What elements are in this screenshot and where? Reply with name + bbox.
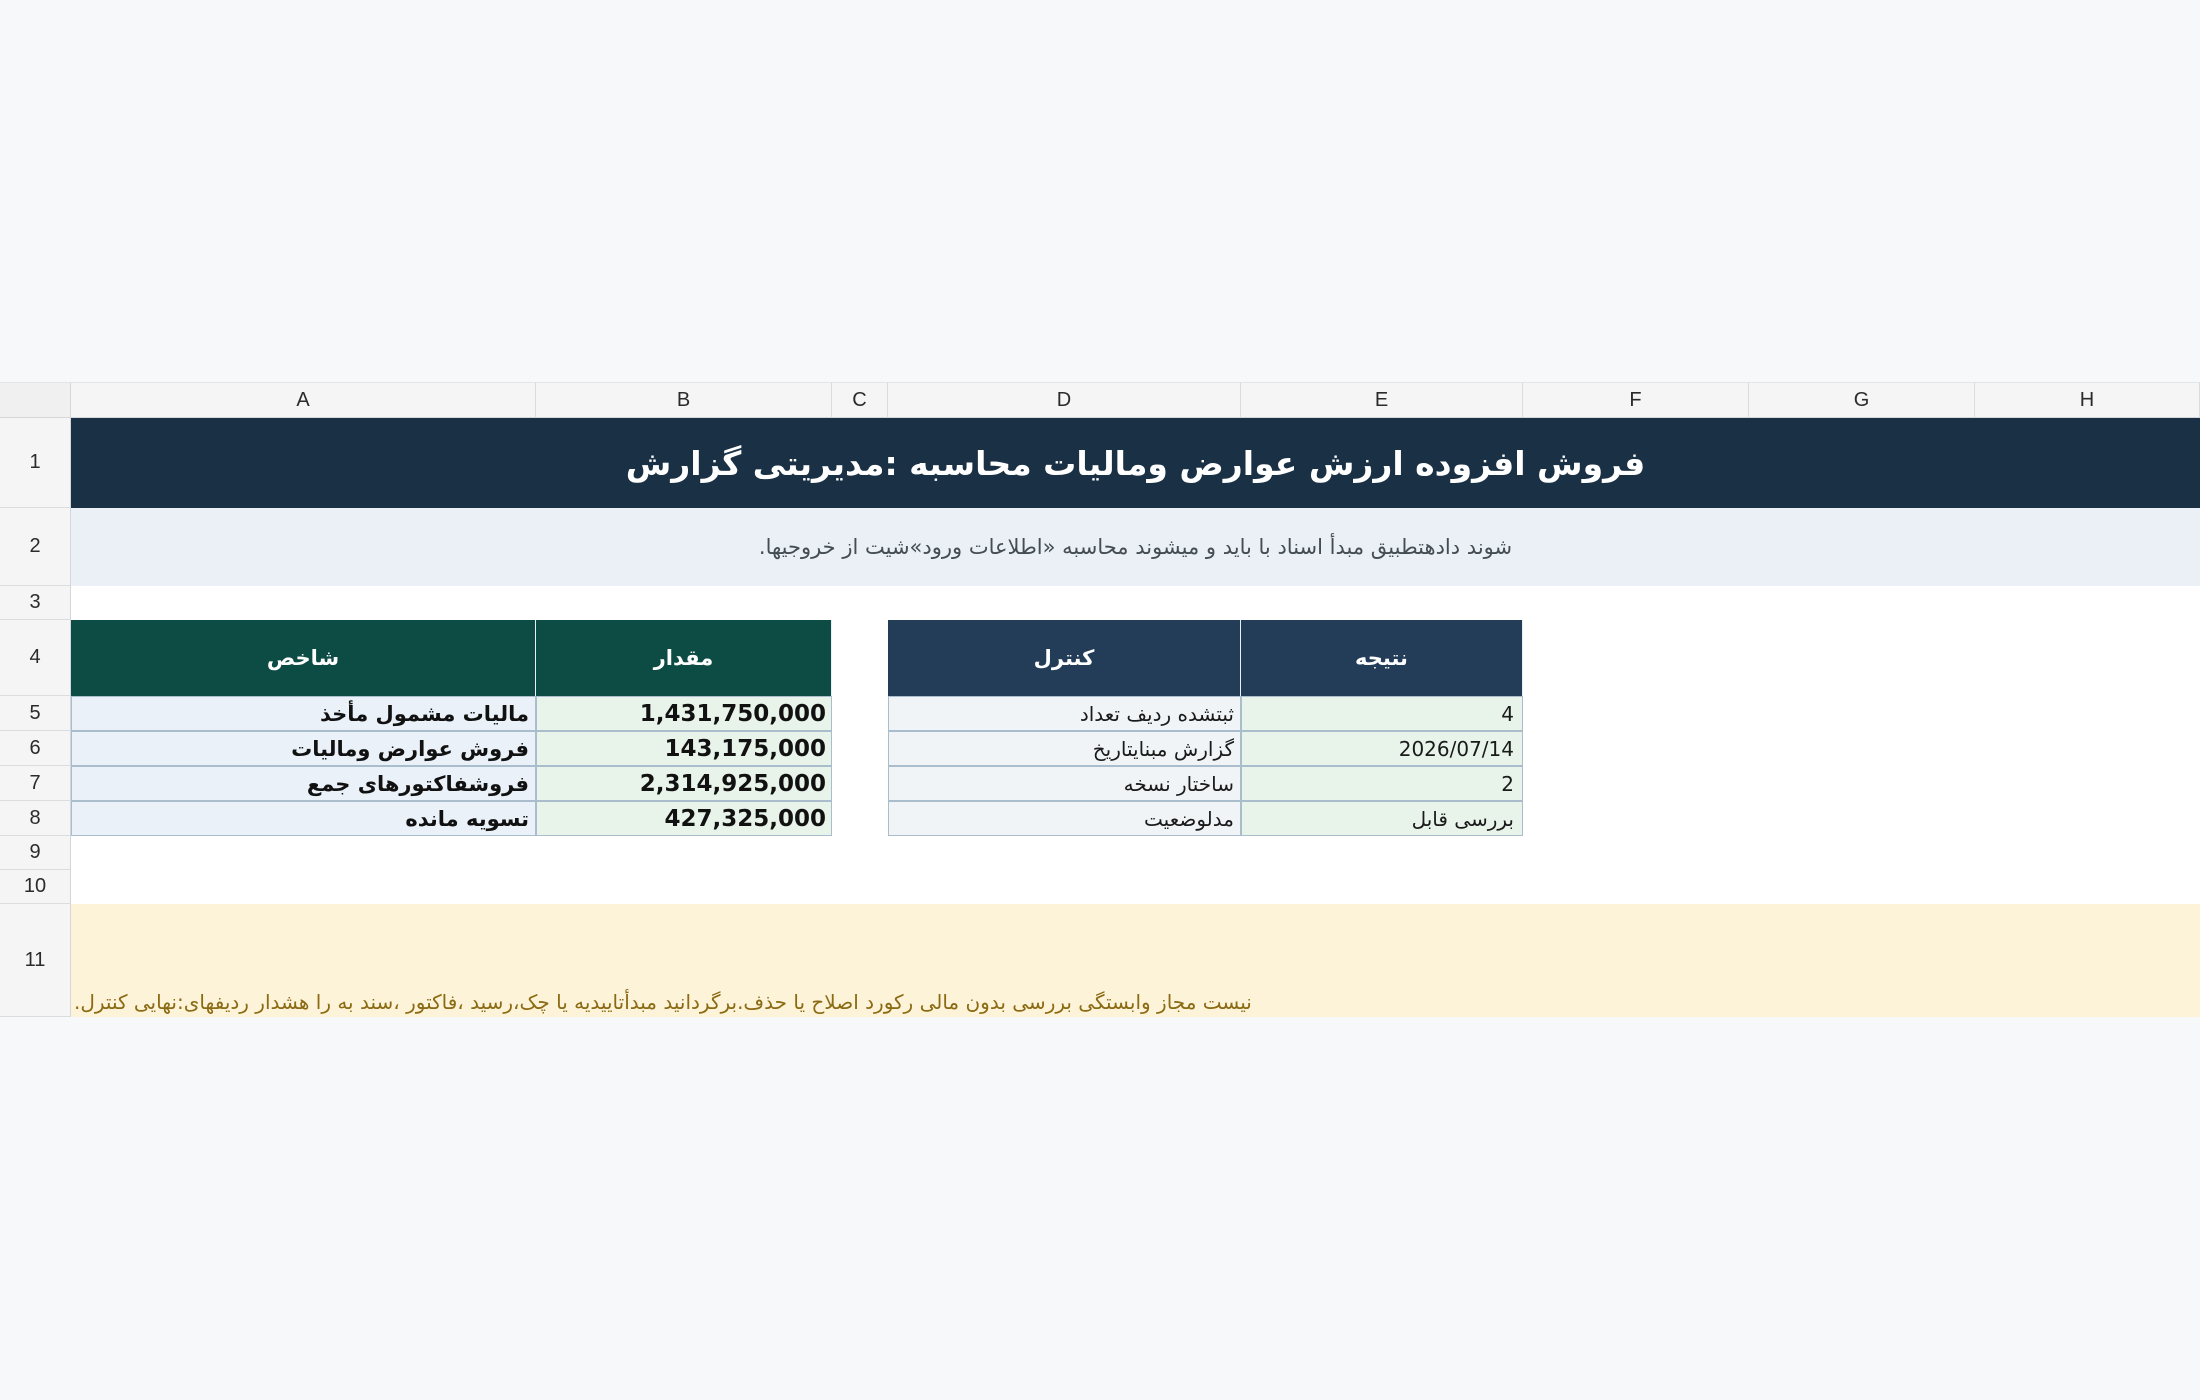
report-title[interactable]: فروش افزوده ارزش عوارض وماليات محاسبه :مديريتی گزارش [71, 418, 2200, 508]
summary-label-2[interactable]: فروش عوارض وماليات [71, 731, 536, 766]
row-header-2[interactable]: 2 [0, 508, 71, 586]
control-label-3[interactable]: ساختار نسخه [888, 766, 1241, 801]
column-header-f[interactable]: F [1523, 382, 1749, 418]
row-header-8[interactable]: 8 [0, 801, 71, 836]
row-header-1[interactable]: 1 [0, 418, 71, 508]
control-label-4[interactable]: مدلوضعيت [888, 801, 1241, 836]
control-header-control[interactable]: کنترل [888, 620, 1241, 696]
control-label-2[interactable]: گزارش مبنایتاريخ [888, 731, 1241, 766]
summary-value-1[interactable]: 1,431,750,000 [536, 696, 832, 731]
column-header-a[interactable]: A [71, 382, 536, 418]
control-header-result[interactable]: نتيجه [1241, 620, 1523, 696]
control-label-1[interactable]: ثبتشده رديف تعداد [888, 696, 1241, 731]
row-header-3[interactable]: 3 [0, 586, 71, 620]
row-header-6[interactable]: 6 [0, 731, 71, 766]
report-note[interactable]: .شوند دادهتطبيق مبدأ اسناد با بايد و میشوند محاسبه «اطلاعات ورود»شيت از خروجیها [71, 508, 2200, 586]
column-header-g[interactable]: G [1749, 382, 1975, 418]
row-header-5[interactable]: 5 [0, 696, 71, 731]
row-header-4[interactable]: 4 [0, 620, 71, 696]
summary-header-indicator[interactable]: شاخص [71, 620, 536, 696]
column-header-d[interactable]: D [888, 382, 1241, 418]
summary-value-2[interactable]: 143,175,000 [536, 731, 832, 766]
final-control-warning[interactable]: .نيست مجاز وابستگی بررسی بدون مالی رکورد اصلاح يا حذف.برگردانيد مبدأتاييديه يا چک،رسيد ،فاکتور ،سند به را هشدار رديفهای:نهايی کنترل [71, 904, 2200, 1017]
control-value-3[interactable]: 2 [1241, 766, 1523, 801]
row-header-10[interactable]: 10 [0, 870, 71, 904]
control-value-2[interactable]: 2026/07/14 [1241, 731, 1523, 766]
column-header-c[interactable]: C [832, 382, 888, 418]
summary-header-amount[interactable]: مقدار [536, 620, 832, 696]
column-header-b[interactable]: B [536, 382, 832, 418]
summary-label-4[interactable]: تسويه مانده [71, 801, 536, 836]
column-header-h[interactable]: H [1975, 382, 2200, 418]
column-header-e[interactable]: E [1241, 382, 1523, 418]
spreadsheet-grid [0, 382, 2200, 1017]
control-value-1[interactable]: 4 [1241, 696, 1523, 731]
control-value-4[interactable]: بررسی قابل [1241, 801, 1523, 836]
summary-value-4[interactable]: 427,325,000 [536, 801, 832, 836]
select-all-corner[interactable] [0, 382, 71, 418]
row-header-11[interactable]: 11 [0, 904, 71, 1017]
row-header-9[interactable]: 9 [0, 836, 71, 870]
summary-label-1[interactable]: ماليات مشمول مأخذ [71, 696, 536, 731]
row-header-7[interactable]: 7 [0, 766, 71, 801]
summary-value-3[interactable]: 2,314,925,000 [536, 766, 832, 801]
summary-label-3[interactable]: فروشفاکتورهای جمع [71, 766, 536, 801]
